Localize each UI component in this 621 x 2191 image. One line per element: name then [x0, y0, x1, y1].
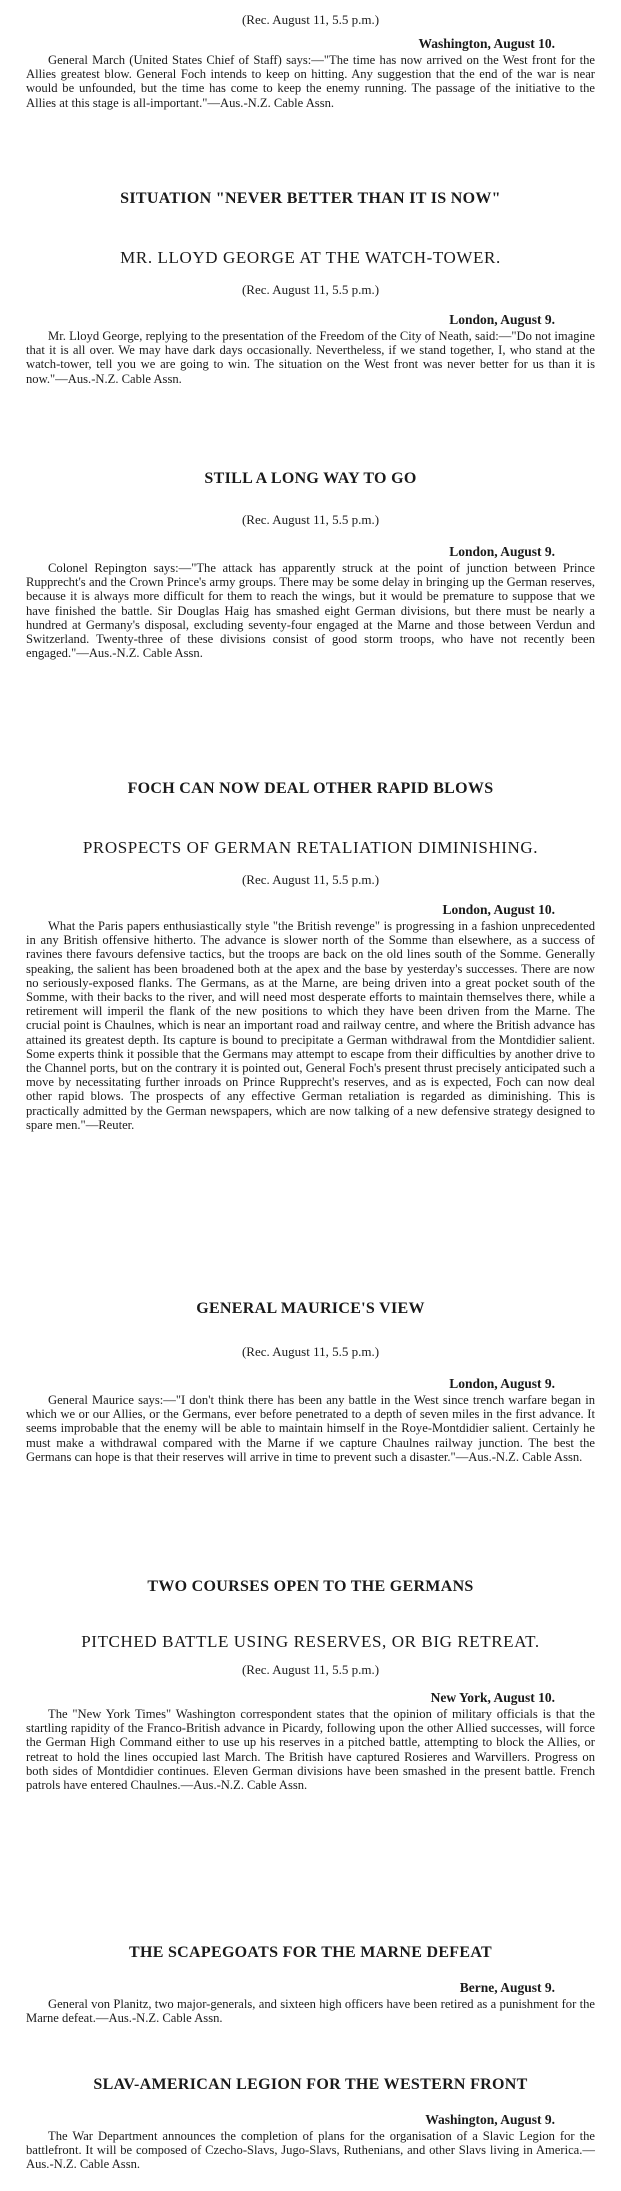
- article-foch: [26, 780, 595, 1132]
- article-maurice: [26, 1300, 595, 1464]
- dateline: Berne, August 9.: [459, 1980, 555, 1995]
- subheadline: MR. LLOYD GEORGE AT THE WATCH-TOWER.: [120, 248, 501, 267]
- received-line: (Rec. August 11, 5.5 p.m.): [241, 282, 380, 297]
- article-body: General March (United States Chief of Staff) says:—"The time has now arrived on the West front for the Allies greatest blow. General Foch intends to keep on hitting. Any suggestion that the end of the war is near would be unfounded, but the time has come to keep the enemy running. The passage of the initiative to the Allies at this stage is all-important."—Aus.-N.Z. Cable Assn.: [26, 53, 595, 110]
- dateline: London, August 10.: [442, 902, 555, 917]
- article-body: What the Paris papers enthusiastically style "the British revenge" is progressing in a fashion unprecedented in any British offensive hitherto. The advance is slower north of the Somme than elsewhere, as a success of ravines there favours defensive tactics, but the troops are back on the old lines south of the Somme. Generally speaking, the salient has been broadened both at the apex and the base by yesterday's successes. There are now no seriously-exposed flanks. The Germans, as at the Marne, are being driven into a great pocket south of the Somme, with their backs to the river, and will need most desperate efforts to maintain themselves there, while a retirement will imperil the flank of the new positions to which they have been driven from the Marne. The crucial point is Chaulnes, which is near an important road and railway centre, and where the British advance has attained its greatest depth. Its capture is bound to precipitate a German withdrawal from the Montdidier salient. Some experts think it possible that the Germans may attempt to escape from their difficulties by another drive to the Channel ports, but on the contrary it is pointed out, General Foch's present thrust precisely anticipated such a move by necessitating further inroads on Prince Rupprecht's reserves, and as is expected, Foch can now deal other rapid blows. The prospects of any effective German retaliation is regarded as diminishing. This is practically admitted by the German newspapers, which are now talking of a new defensive strategy designed to spare men."—Reuter.: [26, 919, 595, 1132]
- dateline: Washington, August 10.: [418, 36, 555, 51]
- dateline: London, August 9.: [449, 312, 555, 327]
- dateline: London, August 9.: [449, 1376, 555, 1391]
- received-line: (Rec. August 11, 5.5 p.m.): [241, 1344, 380, 1359]
- headline: SITUATION "NEVER BETTER THAN IT IS NOW": [120, 190, 501, 207]
- article-march: [26, 12, 595, 110]
- dateline: Washington, August 9.: [425, 2112, 555, 2127]
- article-two-courses: [26, 1578, 595, 1792]
- headline: GENERAL MAURICE'S VIEW: [196, 1300, 425, 1317]
- article-slav-legion: [26, 2076, 595, 2172]
- article-body: General Maurice says:—"I don't think there has been any battle in the West since trench warfare began in which we or our Allies, or the Germans, ever before penetrated to a depth of seven miles in the first advance. It seems improbable that the enemy will be able to maintain himself in the Roye-Montdidier salient. Certainly he must make a withdrawal compared with the Marne if we capture Chaulnes railway junction. The best the Germans can hope is that their reserves will arrive in time to prevent such a disaster."—Aus.-N.Z. Cable Assn.: [26, 1393, 595, 1464]
- headline: SLAV-AMERICAN LEGION FOR THE WESTERN FRONT: [93, 2076, 528, 2093]
- received-line: (Rec. August 11, 5.5 p.m.): [241, 12, 380, 27]
- article-body: General von Planitz, two major-generals, and sixteen high officers have been retired as a punishment for the Marne defeat.—Aus.-N.Z. Cable Assn.: [26, 1997, 595, 2026]
- received-line: (Rec. August 11, 5.5 p.m.): [241, 512, 380, 527]
- received-line: (Rec. August 11, 5.5 p.m.): [241, 1662, 380, 1677]
- article-scapegoats: [26, 1944, 595, 2025]
- article-body: The "New York Times" Washington correspondent states that the opinion of military officials is that the startling rapidity of the Franco-British advance in Picardy, following upon the other Allied successes, will force the German High Command either to use up his reserves in a pitched battle, attempting to block the Allies, or retreat to hold the lines occupied last March. The British have captured Rosieres and Warvillers. Progress on both sides of Montdidier continues. Eleven German divisions have been smashed in the present battle. French patrols have entered Chaulnes.—Aus.-N.Z. Cable Assn.: [26, 1707, 595, 1793]
- subheadline: PROSPECTS OF GERMAN RETALIATION DIMINISHING.: [82, 838, 539, 857]
- received-line: (Rec. August 11, 5.5 p.m.): [241, 872, 380, 887]
- article-body: Mr. Lloyd George, replying to the presentation of the Freedom of the City of Neath, said:—"Do not imagine that it is all over. We may have dark days occasionally. Nevertheless, if we stand together, I, who stand at the watch-tower, tell you we are going to win. The situation on the West front was never better for us than it is now."—Aus.-N.Z. Cable Assn.: [26, 329, 595, 386]
- subheadline: PITCHED BATTLE USING RESERVES, OR BIG RETREAT.: [81, 1632, 540, 1651]
- headline: FOCH CAN NOW DEAL OTHER RAPID BLOWS: [127, 780, 494, 797]
- article-repington: [26, 470, 595, 660]
- article-body: The War Department announces the completion of plans for the organisation of a Slavic Legion for the battlefront. It will be composed of Czecho-Slavs, Jugo-Slavs, Ruthenians, and other Slavs living in America.—Aus.-N.Z. Cable Assn.: [26, 2129, 595, 2172]
- article-lloyd-george: [26, 190, 595, 386]
- article-body: Colonel Repington says:—"The attack has apparently struck at the point of junction between Prince Rupprecht's and the Crown Prince's army groups. There may be some delay in bringing up the German reserves, because it is always more difficult for them to reach the wings, but it would be premature to suppose that we have finished the battle. Sir Douglas Haig has smashed eight German divisions, but there must be nearly a hundred at Germany's disposal, excluding seventy-four engaged at the Marne and those between Verdun and Switzerland. Twenty-three of these divisions consist of good storm troops, who have not recently been engaged."—Aus.-N.Z. Cable Assn.: [26, 561, 595, 661]
- dateline: New York, August 10.: [430, 1690, 555, 1705]
- headline: THE SCAPEGOATS FOR THE MARNE DEFEAT: [129, 1944, 492, 1961]
- dateline: London, August 9.: [449, 544, 555, 559]
- headline: TWO COURSES OPEN TO THE GERMANS: [147, 1578, 474, 1595]
- headline: STILL A LONG WAY TO GO: [204, 470, 417, 487]
